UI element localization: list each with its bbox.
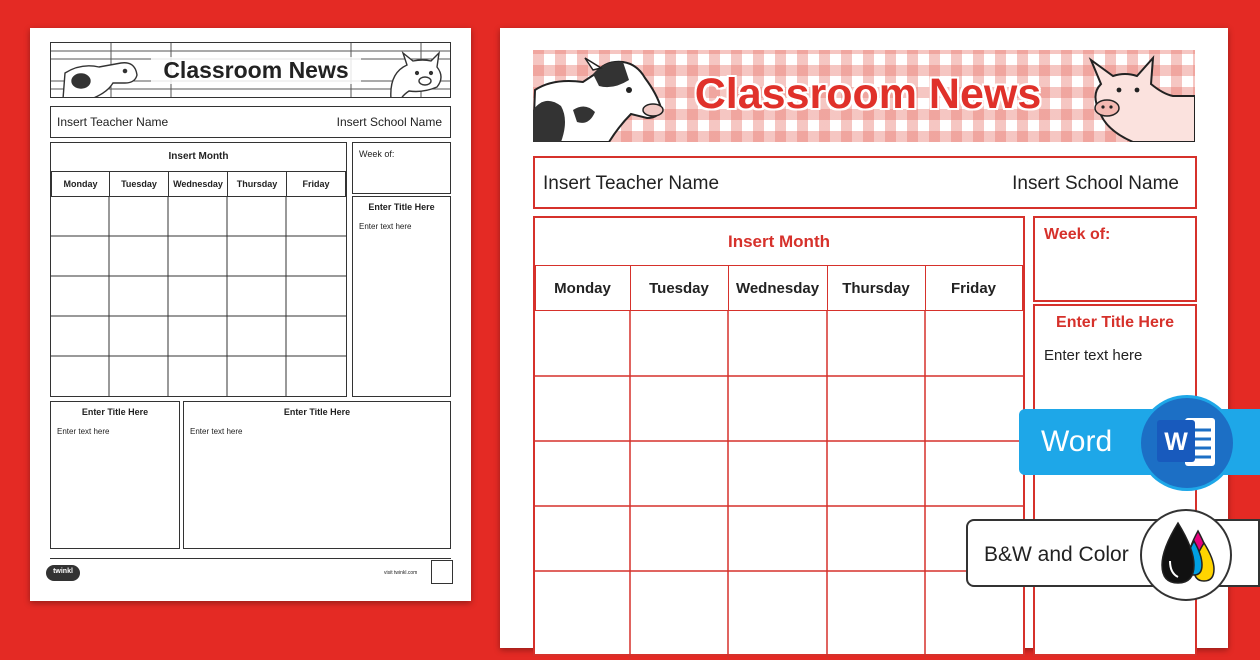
twinkl-logo-badge bbox=[46, 565, 80, 581]
bw-name-bar bbox=[50, 106, 451, 138]
bw-calendar-grid bbox=[51, 196, 346, 396]
color-day-header: Friday bbox=[925, 265, 1023, 311]
bw-day-header: Tuesday bbox=[109, 171, 169, 197]
bw-school-name: Insert School Name bbox=[336, 115, 442, 129]
word-app-icon bbox=[1141, 398, 1233, 488]
bw-footer-rule bbox=[50, 558, 451, 559]
bw-day-header: Monday bbox=[51, 171, 110, 197]
bw-banner bbox=[50, 42, 451, 98]
twinkl-url: visit twinkl.com bbox=[384, 570, 418, 576]
color-day-header: Tuesday bbox=[630, 265, 729, 311]
word-badge-label: Word bbox=[1041, 425, 1113, 458]
color-banner-title: Classroom News bbox=[694, 70, 1042, 118]
color-week-of-box bbox=[1033, 216, 1197, 302]
color-name-bar bbox=[533, 156, 1197, 209]
bw-teacher-name: Insert Teacher Name bbox=[57, 115, 169, 129]
bw-week-of-box bbox=[352, 142, 451, 194]
bw-calendar bbox=[50, 142, 347, 397]
color-day-header: Thursday bbox=[827, 265, 926, 311]
color-week-of-label: Week of: bbox=[1044, 226, 1111, 243]
word-icon-letter: W bbox=[1164, 428, 1188, 456]
color-banner bbox=[533, 50, 1195, 142]
bw-pig-icon bbox=[391, 53, 441, 98]
color-school-name: Insert School Name bbox=[1012, 173, 1179, 194]
bw-banner-title: Classroom News bbox=[151, 57, 361, 84]
color-month-label: Insert Month bbox=[728, 232, 830, 251]
color-calendar bbox=[533, 216, 1025, 656]
bw-color-label: B&W and Color bbox=[984, 543, 1129, 566]
bw-day-header: Friday bbox=[286, 171, 346, 197]
ink-drops-graphic bbox=[1142, 511, 1230, 599]
color-day-header: Wednesday bbox=[728, 265, 828, 311]
bw-day-header: Thursday bbox=[227, 171, 287, 197]
bw-side-text: Enter text here bbox=[359, 222, 412, 231]
color-calendar-grid bbox=[535, 310, 1023, 660]
bw-worksheet-preview bbox=[30, 28, 471, 601]
bw-week-of-label: Week of: bbox=[359, 149, 395, 159]
bw-month-label: Insert Month bbox=[168, 151, 229, 162]
bw-bottom-box: Enter Title Here Enter text here bbox=[50, 401, 180, 549]
twinkl-stamp-icon bbox=[431, 560, 453, 584]
twinkl-logo-text: twinkl bbox=[53, 568, 73, 575]
ink-drops-icon bbox=[1140, 509, 1232, 601]
color-side-title: Enter Title Here bbox=[1056, 314, 1174, 331]
color-day-header: Monday bbox=[535, 265, 631, 311]
pig-icon bbox=[1091, 58, 1195, 142]
bw-cow-icon bbox=[63, 63, 137, 98]
cow-icon bbox=[533, 58, 663, 142]
color-teacher-name: Insert Teacher Name bbox=[543, 173, 720, 194]
bw-side-title: Enter Title Here bbox=[368, 202, 435, 212]
bw-bottom-box: Enter Title Here Enter text here bbox=[183, 401, 451, 549]
color-side-text: Enter text here bbox=[1044, 347, 1143, 364]
bw-day-header: Wednesday bbox=[168, 171, 228, 197]
bw-side-box bbox=[352, 196, 451, 397]
